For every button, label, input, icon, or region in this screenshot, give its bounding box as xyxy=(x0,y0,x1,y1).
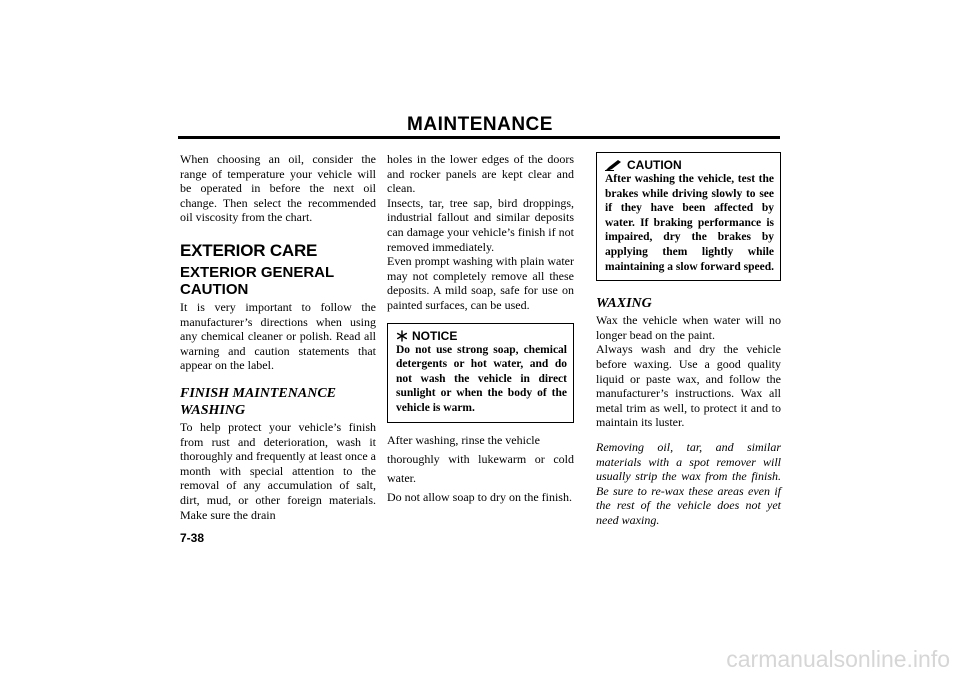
general-caution-paragraph: It is very important to follow the manufacturer’s directions when using any chemical cleaner or polish. Read all warning and caution statements that appear on the label. xyxy=(180,299,376,373)
column-left xyxy=(180,152,376,522)
page-number: 7-38 xyxy=(180,531,205,545)
caution-label: CAUTION xyxy=(627,158,682,172)
rinse-line-1: After washing, rinse the vehicle xyxy=(387,432,540,447)
exterior-general-caution-heading: EXTERIOR GENERAL CAUTION xyxy=(180,263,334,298)
notice-asterisk-icon xyxy=(396,330,408,342)
waxing-note-paragraph: Removing oil, tar, and similar materials with a spot remover will usually strip the wax from the finish. Be sure to re-wax these areas even if the rest of the vehicle does not yet need waxing. xyxy=(596,439,781,527)
drain-holes-paragraph: holes in the lower edges of the doors and rocker panels are kept clear and clean. xyxy=(387,152,574,196)
waxing-paragraph-1: Wax the vehicle when water will no longer bead on the paint. xyxy=(596,313,781,342)
rinse-line-2: thoroughly with lukewarm or cold water. xyxy=(387,451,574,485)
caution-box xyxy=(596,152,781,281)
caution-pencil-icon xyxy=(605,159,623,171)
waxing-heading: WAXING xyxy=(596,296,652,312)
washing-paragraph: To help protect your vehicle’s finish from rust and deterioration, wash it thoroughly and frequently at least once a month with special attention to the removal of any accumulation of salt, dirt, mud, or other foreign materials. Make sure the drain xyxy=(180,419,376,522)
rinse-line-3: Do not allow soap to dry on the finish. xyxy=(387,489,572,504)
column-middle xyxy=(387,152,574,507)
deposits-paragraph: Insects, tar, tree sap, bird droppings, industrial fallout and similar deposits can damage your vehicle’s finish if not removed immediately. xyxy=(387,195,574,254)
column-right xyxy=(596,152,781,527)
notice-text: Do not use strong soap, chemical detergents or hot water, and do not wash the vehicle in direct sunlight or when the body of the vehicle is warm. xyxy=(396,343,567,414)
watermark: carmanualsonline.info xyxy=(726,646,950,672)
oil-intro-paragraph: When choosing an oil, consider the range of temperature your vehicle will be operated in before the next oil change. Then select the recommended oil viscosity from the chart. xyxy=(180,152,376,225)
notice-header xyxy=(396,329,567,343)
notice-label: NOTICE xyxy=(412,328,458,343)
notice-box xyxy=(387,323,574,423)
exterior-care-heading: EXTERIOR CARE xyxy=(180,240,318,260)
mild-soap-paragraph: Even prompt washing with plain water may not completely remove all these deposits. A mild soap, safe for use on painted surfaces, can be used. xyxy=(387,254,574,312)
page-title: MAINTENANCE xyxy=(407,114,553,135)
caution-header xyxy=(605,158,774,172)
waxing-paragraph-2: Always wash and dry the vehicle before waxing. Use a good quality liquid or paste wax, and follow the manufacturer’s instructions. Wax all metal trim as well, to protect it and to maintain its luster. xyxy=(596,342,781,430)
header-rule xyxy=(178,136,780,139)
finish-maintenance-heading: FINISH MAINTENANCE WASHING xyxy=(180,385,336,418)
caution-text: After washing the vehicle, test the brakes while driving slowly to see if they have been affected by water. If braking performance is impaired, dry the brakes by applying them lightly while maintaining a slow forward speed. xyxy=(605,173,774,273)
